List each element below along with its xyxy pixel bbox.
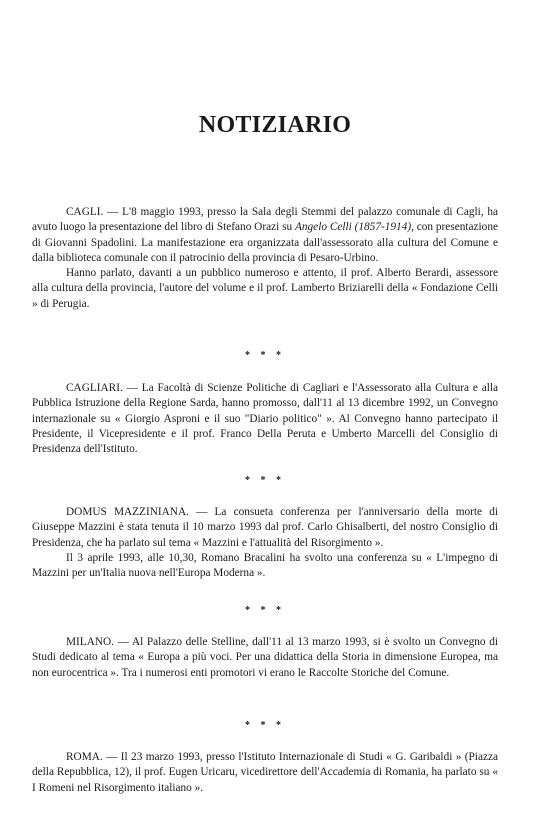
- entry-paragraph: [32, 551, 498, 582]
- news-entry-cagli: [32, 205, 498, 312]
- text-run: CAGLI. — L'8 maggio 1993, presso la Sala degli Stemmi del palazzo comunale di Cagli, ha avuto luogo la presentazione del libro di Stefano Orazi su: [32, 206, 498, 234]
- page-title: NOTIZIARIO: [198, 112, 352, 138]
- news-entry-cagliari: [32, 381, 498, 457]
- italic-text-run: Angelo Celli (1857-1914): [294, 221, 412, 234]
- section-separator: * * *: [245, 350, 285, 361]
- text-run: ROMA. — Il 23 marzo 1993, presso l'Istituto Internazionale di Studi « G. Garibaldi » (Piazza della Repubblica, 12), il prof. Eugen Uricaru, vicedirettore dell'Accademia di Romania, ha parlato su « I Romeni nel Risorgimento italiano ».: [32, 751, 498, 794]
- section-separator: * * *: [245, 605, 285, 616]
- entry-paragraph: [32, 750, 498, 796]
- entry-paragraph: [32, 266, 498, 312]
- text-run: , con presentazione di Giovanni Spadolini. La manifestazione era organizzata dall'assessorato alla cultura del Comune e dalla biblioteca comunale con il patrocinio della provincia di Pesaro-Urbino.: [32, 221, 498, 264]
- entry-paragraph: [32, 505, 498, 551]
- text-run: Hanno parlato, davanti a un pubblico numeroso e attento, il prof. Alberto Berardi, assessore alla cultura della provincia, l'autore del volume e il prof. Lamberto Briziarelli della « Fondazione Celli » di Perugia.: [32, 267, 498, 310]
- section-separator: * * *: [245, 475, 285, 486]
- entry-paragraph: [32, 635, 498, 681]
- text-run: CAGLIARI. — La Facoltà di Scienze Politiche di Cagliari e l'Assessorato alla Cultura e alla Pubblica Istruzione della Regione Sarda, hanno promosso, dall'11 al 13 dicembre 1992, un Convegno internazionale su « Giorgio Asproni e il suo "Diario politico" ». Al Convegno hanno partecipato il Presidente, il Vicepresidente e il prof. Franco Della Peruta e Umberto Marcelli del Consiglio di Presidenza dell'Istituto.: [32, 382, 498, 456]
- section-separator: * * *: [245, 720, 285, 731]
- entry-paragraph: [32, 381, 498, 457]
- text-run: DOMUS MAZZINIANA. — La consueta conferenza per l'anniversario della morte di Giuseppe Mazzini è stata tenuta il 10 marzo 1993 dal prof. Carlo Ghisalberti, del nostro Consiglio di Presidenza, che ha parlato sul tema « Mazzini e l'attualità del Risorgimento ».: [32, 506, 498, 549]
- text-run: Il 3 aprile 1993, alle 10,30, Romano Bracalini ha svolto una conferenza su « L'impegno di Mazzini per un'Italia nuova nell'Europa Moderna ».: [32, 551, 498, 580]
- text-run: MILANO. — Al Palazzo delle Stelline, dall'11 al 13 marzo 1993, si è svolto un Convegno di Studi dedicato al tema « Europa a più voci. Per una didattica della Storia in dimensione Europea, ma non eurocentrica ». Tra i numerosi enti promotori vi erano le Raccolte Storiche del Comune.: [32, 636, 498, 679]
- news-entry-milano: [32, 635, 498, 681]
- news-entry-roma: [32, 750, 498, 796]
- entry-paragraph: [32, 205, 498, 266]
- news-entry-domus-mazziniana: [32, 505, 498, 581]
